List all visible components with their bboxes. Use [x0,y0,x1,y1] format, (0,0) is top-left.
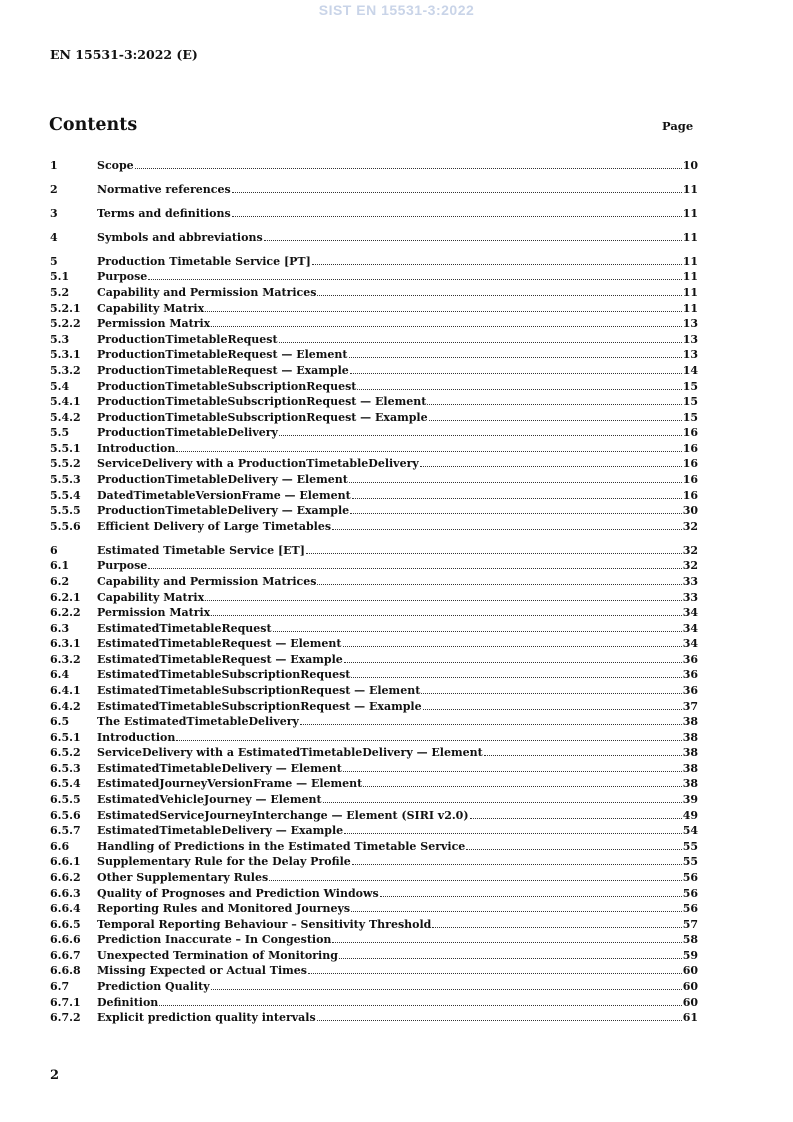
toc-entry-title: Prediction Inaccurate – In Congestion [97,933,332,947]
toc-entry-page: 34 [682,637,698,651]
toc-entry[interactable] [50,806,698,822]
toc-entry-page: 13 [682,332,698,346]
toc-entry-page: 13 [682,317,698,331]
toc-entry-title: Prediction Quality [97,979,210,993]
toc-entry-page: 14 [682,363,698,377]
toc-entry[interactable] [50,604,698,620]
dot-leader [427,404,681,405]
dot-leader [308,973,682,974]
dot-leader [148,279,681,280]
dot-leader [273,631,682,632]
toc-entry-number: 6.3.1 [50,637,81,651]
toc-entry[interactable] [50,931,698,947]
dot-leader [352,498,682,499]
toc-entry-page: 54 [682,824,698,838]
toc-entry-number: 5.3 [50,332,70,346]
toc-entry[interactable] [50,180,698,196]
toc-entry[interactable] [50,346,698,362]
toc-entry-title: EstimatedTimetableRequest [97,621,272,635]
toc-entry-number: 6.5.2 [50,746,81,760]
toc-entry-title: Capability and Permission Matrices [97,286,317,300]
toc-entry-title: Purpose [97,559,148,573]
toc-entry-title: EstimatedTimetableDelivery — Element [97,761,342,775]
toc-entry-page: 39 [682,793,698,807]
toc-entry-page: 36 [682,684,698,697]
toc-entry-title: Purpose [97,270,148,284]
dot-leader [269,880,682,881]
toc-entry[interactable] [50,790,698,806]
dot-leader [343,771,682,772]
dot-leader [339,958,682,959]
dot-leader [279,342,682,343]
toc-entry-title: ProductionTimetableDelivery [97,426,278,440]
dot-leader [350,373,682,374]
dot-leader [332,942,681,943]
dot-leader [264,240,682,241]
dot-leader [300,724,682,725]
toc-entry-page: 16 [682,488,698,502]
toc-entry[interactable] [50,228,698,244]
toc-entry-title: Definition [97,995,159,1009]
toc-entry-number: 5.5.1 [50,441,81,455]
toc-entry-title: Capability Matrix [97,590,205,604]
toc-entry-number: 6.6.4 [50,902,81,916]
dot-leader [349,357,682,358]
toc-entry-number: 5.5.2 [50,457,81,471]
toc-entry[interactable] [50,666,698,682]
toc-entry-title: ProductionTimetableDelivery — Element [97,472,348,486]
toc-entry-page: 11 [682,254,698,268]
toc-entry-number: 6.6.3 [50,886,81,900]
toc-entry-page: 15 [682,379,698,393]
toc-entry-number: 6.7 [50,979,70,993]
toc-entry-title: Quality of Prognoses and Prediction Windows [97,886,379,900]
toc-entry-page: 38 [682,746,698,760]
toc-entry[interactable] [50,977,698,993]
toc-entry[interactable] [50,744,698,760]
toc-entry-number: 6.4.1 [50,684,81,697]
toc-entry-number: 6.5.6 [50,808,81,822]
toc-entry-page: 10 [682,158,698,172]
dot-leader [312,264,682,265]
toc-entry-number: 6.7.2 [50,1011,81,1025]
toc-entry-page: 11 [682,182,698,196]
toc-entry-number: 6.4.2 [50,699,81,713]
toc-entry[interactable] [50,650,698,666]
dot-leader [317,1020,682,1021]
toc-entry-title: Introduction [97,441,176,455]
toc-entry[interactable] [50,557,698,573]
dot-leader [420,466,682,467]
toc-entry-number: 6.2.1 [50,590,81,604]
toc-entry-number: 6 [50,543,58,557]
toc-entry-title: Capability Matrix [97,301,205,315]
dot-leader [470,818,682,819]
toc-entry[interactable] [50,156,698,172]
toc-entry-page: 34 [682,606,698,620]
dot-leader [351,677,681,678]
toc-entry-title: EstimatedJourneyVersionFrame — Element [97,777,363,791]
toc-entry-title: ProductionTimetableRequest [97,332,278,346]
toc-entry-page: 60 [682,995,698,1009]
toc-entry[interactable] [50,713,698,729]
toc-entry-title: Unexpected Termination of Monitoring [97,948,338,962]
toc-entry-title: ProductionTimetableDelivery — Example [97,504,350,518]
dot-leader [306,553,682,554]
toc-entry[interactable] [50,470,698,486]
toc-entry-title: EstimatedTimetableRequest — Example [97,652,343,666]
toc-entry-page: 56 [682,870,698,884]
dot-leader [176,451,681,452]
dot-leader [205,600,682,601]
dot-leader [205,311,682,312]
toc-entry-title: Estimated Timetable Service [ET] [97,543,305,557]
page-column-label: Page [662,119,694,133]
toc-entry-number: 5.4 [50,379,70,393]
dot-leader [363,786,681,787]
dot-leader [232,192,682,193]
toc-entry-title: Permission Matrix [97,317,211,331]
toc-entry-number: 6.6 [50,839,70,853]
toc-entry-page: 38 [682,761,698,775]
toc-entry-page: 59 [682,948,698,962]
toc-entry-title: EstimatedTimetableRequest — Element [97,637,342,651]
toc-entry-page: 16 [682,441,698,455]
toc-entry-page: 16 [682,457,698,471]
toc-entry[interactable] [50,502,698,518]
toc-entry-number: 6.6.7 [50,948,81,962]
toc-entry-title: Efficient Delivery of Large Timetables [97,519,332,533]
toc-entry-page: 55 [682,855,698,869]
dot-leader [317,584,681,585]
toc-entry[interactable] [50,393,698,409]
dot-leader [176,740,681,741]
dot-leader [344,833,682,834]
toc-entry-page: 60 [682,979,698,993]
toc-entry[interactable] [50,424,698,440]
toc-entry-title: Temporal Reporting Behaviour – Sensitivity Threshold [97,917,432,931]
toc-entry-number: 6.5.7 [50,824,81,838]
toc-entry-page: 36 [682,652,698,666]
toc-entry-title: ProductionTimetableSubscriptionRequest — Element [97,395,427,409]
toc-entry[interactable] [50,1009,698,1025]
toc-entry-number: 5.2.2 [50,317,81,331]
toc-entry-title: ProductionTimetableSubscriptionRequest — Example [97,410,428,424]
toc-entry[interactable] [50,299,698,315]
toc-entry-title: Normative references [97,182,231,196]
toc-entry-number: 6.5.5 [50,793,81,807]
toc-entry-page: 37 [682,699,698,713]
dot-leader [421,693,681,694]
toc-entry-title: The EstimatedTimetableDelivery [97,715,299,729]
toc-entry-number: 6.5.1 [50,730,81,744]
toc-entry-page: 16 [682,472,698,486]
toc-entry[interactable] [50,681,698,697]
toc-entry-number: 5 [50,254,58,268]
toc-entry-page: 15 [682,395,698,409]
toc-entry-number: 6.1 [50,559,70,573]
toc-entry-number: 5.5.6 [50,519,81,533]
toc-entry-title: ProductionTimetableRequest — Element [97,348,348,362]
toc-entry[interactable] [50,361,698,377]
toc-entry-page: 11 [682,206,698,220]
toc-entry[interactable] [50,252,698,268]
toc-entry[interactable] [50,822,698,838]
toc-entry-page: 32 [682,559,698,573]
toc-entry[interactable] [50,268,698,284]
toc-entry[interactable] [50,619,698,635]
toc-entry[interactable] [50,759,698,775]
toc-entry[interactable] [50,486,698,502]
toc-entry-number: 6.5 [50,715,70,729]
toc-entry-title: Missing Expected or Actual Times [97,964,307,978]
toc-entry-page: 56 [682,886,698,900]
toc-entry[interactable] [50,330,698,346]
dot-leader [380,896,682,897]
toc-entry-number: 6.6.8 [50,964,81,978]
toc-entry[interactable] [50,455,698,471]
toc-entry-page: 38 [682,715,698,729]
toc-entry-number: 6.3 [50,621,70,635]
toc-entry[interactable] [50,915,698,931]
toc-entry[interactable] [50,408,698,424]
toc-entry-title: Permission Matrix [97,606,211,620]
toc-entry-number: 6.5.4 [50,777,81,791]
toc-entry[interactable] [50,588,698,604]
toc-entry-number: 2 [50,182,58,196]
dot-leader [317,295,681,296]
toc-entry-page: 32 [682,519,698,533]
toc-entry-number: 5.3.1 [50,348,81,362]
toc-entry[interactable] [50,946,698,962]
toc-entry[interactable] [50,204,698,220]
toc-entry-number: 5.5 [50,426,70,440]
toc-entry-page: 13 [682,348,698,362]
toc-entry[interactable] [50,517,698,533]
toc-entry[interactable] [50,868,698,884]
toc-entry[interactable] [50,377,698,393]
toc-entry-title: ServiceDelivery with a ProductionTimetableDelivery [97,457,419,471]
dot-leader [344,662,682,663]
toc-entry-title: EstimatedTimetableSubscriptionRequest — Example [97,699,422,713]
toc-entry-title: Terms and definitions [97,206,231,220]
toc-entry-page: 11 [682,286,698,300]
toc-entry-number: 6.7.1 [50,995,81,1009]
toc-entry-title: Handling of Predictions in the Estimated Timetable Service [97,839,466,853]
toc-entry-number: 5.5.5 [50,504,81,518]
toc-entry-title: ServiceDelivery with a EstimatedTimetableDelivery — Element [97,746,483,760]
dot-leader [484,755,682,756]
toc-entry[interactable] [50,315,698,331]
toc-entry-number: 5.2 [50,286,70,300]
toc-entry[interactable] [50,572,698,588]
toc-entry-number: 6.4 [50,668,70,682]
page-number: 2 [50,1068,60,1083]
table-of-contents [50,156,698,1024]
dot-leader [135,168,682,169]
dot-leader [232,216,682,217]
dot-leader [211,615,681,616]
toc-entry-page: 36 [682,668,698,682]
toc-entry-number: 5.2.1 [50,301,81,315]
dot-leader [352,864,682,865]
toc-entry-page: 32 [682,543,698,557]
toc-entry[interactable] [50,439,698,455]
toc-entry[interactable] [50,775,698,791]
toc-entry-page: 55 [682,839,698,853]
dot-leader [332,529,682,530]
toc-entry-page: 56 [682,902,698,916]
toc-entry-number: 3 [50,206,58,220]
toc-entry-page: 11 [682,230,698,244]
toc-entry-page: 16 [682,426,698,440]
document-id: EN 15531-3:2022 (E) [50,47,198,62]
toc-entry-page: 11 [682,270,698,284]
toc-entry-page: 30 [682,504,698,518]
dot-leader [429,420,682,421]
toc-entry-page: 57 [682,917,698,931]
toc-entry-title: Symbols and abbreviations [97,230,263,244]
toc-entry-page: 49 [682,808,698,822]
toc-entry-title: ProductionTimetableSubscriptionRequest [97,379,357,393]
toc-entry-number: 6.6.6 [50,933,81,947]
toc-entry[interactable] [50,962,698,978]
toc-entry[interactable] [50,283,698,299]
dot-leader [423,709,682,710]
toc-entry-number: 5.3.2 [50,363,81,377]
dot-leader [466,849,681,850]
toc-entry-number: 6.6.5 [50,917,81,931]
toc-entry-number: 6.6.2 [50,870,81,884]
toc-entry[interactable] [50,728,698,744]
toc-entry-title: Production Timetable Service [PT] [97,254,311,268]
toc-entry[interactable] [50,993,698,1009]
toc-entry-title: EstimatedServiceJourneyInterchange — Element (SIRI v2.0) [97,808,469,822]
dot-leader [351,911,682,912]
toc-entry-title: Reporting Rules and Monitored Journeys [97,902,351,916]
toc-entry-number: 5.5.4 [50,488,81,502]
toc-entry-number: 4 [50,230,58,244]
toc-entry-page: 33 [682,574,698,588]
toc-entry-title: Other Supplementary Rules [97,870,269,884]
toc-entry-number: 5.4.2 [50,410,81,424]
toc-entry-number: 5.5.3 [50,472,81,486]
toc-entry-page: 11 [682,301,698,315]
toc-entry-title: Supplementary Rule for the Delay Profile [97,855,351,869]
toc-entry-page: 38 [682,777,698,791]
toc-entry-page: 38 [682,730,698,744]
toc-entry-number: 6.3.2 [50,652,81,666]
toc-entry-page: 15 [682,410,698,424]
dot-leader [349,482,682,483]
dot-leader [211,326,681,327]
dot-leader [343,646,682,647]
dot-leader [211,989,682,990]
watermark: SIST EN 15531-3:2022 [318,2,475,18]
toc-entry-title: EstimatedTimetableDelivery — Example [97,824,344,838]
toc-entry[interactable] [50,697,698,713]
toc-entry-page: 58 [682,933,698,947]
dot-leader [159,1005,681,1006]
toc-entry-title: Capability and Permission Matrices [97,574,317,588]
toc-entry-title: EstimatedVehicleJourney — Element [97,793,322,807]
toc-entry[interactable] [50,837,698,853]
toc-entry-page: 33 [682,590,698,604]
toc-entry-number: 6.6.1 [50,855,81,869]
toc-entry-title: EstimatedTimetableSubscriptionRequest — Element [97,684,421,697]
dot-leader [148,568,681,569]
toc-entry-number: 6.5.3 [50,761,81,775]
dot-leader [350,513,682,514]
toc-entry-title: DatedTimetableVersionFrame — Element [97,488,351,502]
toc-entry[interactable] [50,884,698,900]
toc-entry-title: Explicit prediction quality intervals [97,1011,316,1025]
toc-entry[interactable] [50,900,698,916]
dot-leader [323,802,682,803]
dot-leader [357,389,681,390]
dot-leader [279,435,682,436]
toc-entry-number: 1 [50,158,58,172]
dot-leader [432,927,681,928]
toc-entry-page: 60 [682,964,698,978]
toc-entry-number: 5.4.1 [50,395,81,409]
toc-entry[interactable] [50,853,698,869]
toc-entry-title: Scope [97,158,134,172]
toc-entry[interactable] [50,541,698,557]
toc-entry-number: 5.1 [50,270,70,284]
toc-entry-title: EstimatedTimetableSubscriptionRequest [97,668,351,682]
contents-title: Contents [49,115,138,135]
toc-entry-number: 6.2 [50,574,70,588]
toc-entry-title: Introduction [97,730,176,744]
toc-entry-number: 6.2.2 [50,606,81,620]
toc-entry[interactable] [50,635,698,651]
toc-entry-page: 61 [682,1011,698,1025]
toc-entry-title: ProductionTimetableRequest — Example [97,363,349,377]
toc-entry-page: 34 [682,621,698,635]
